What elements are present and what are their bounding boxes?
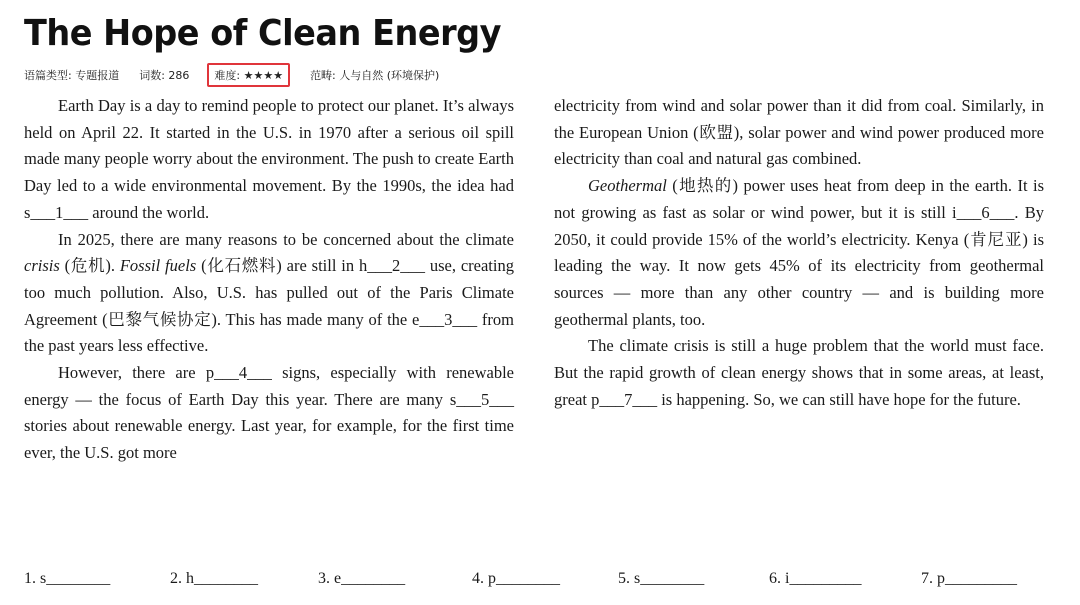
paragraph-5: The climate crisis is still a huge problem that the world must face. But the rapid growth of clean energy shows that in some areas, at least, great p___7___ is happening. So, we can still have hope for the future. [554,336,1044,409]
difficulty-badge: 难度: ★★★★ [207,63,290,87]
paragraph-3: However, there are p___4___ signs, especially with renewable energy — the focus of Earth Day this year. There are many s___5___ stories about renewable energy. Last year, for example, for the first time ever, the U.S. got more [24,363,514,463]
left-column [24,93,514,467]
answer-blank-2[interactable]: 2. h________ [170,570,258,587]
answer-blank-3[interactable]: 3. e________ [318,570,406,587]
right-column [554,93,1044,413]
article-title: The Hope of Clean Energy [24,13,502,54]
paragraph-2-text-a: In 2025, there are many reasons to be concerned about the climate [58,229,514,249]
paragraph-2-text-b: (危机). [59,256,120,276]
answer-blank-6[interactable]: 6. i_________ [769,570,862,587]
paragraph-2 [24,227,514,361]
paragraph-4 [554,173,1044,333]
answer-blank-5[interactable]: 5. s________ [618,570,705,587]
paragraph-4-text: (地热的) power uses heat from deep in the earth. It is not growing as fast as solar or wind power, but it is still i___6___. By 2050, it could provide 15% of the world’s electricity. Kenya (肯尼亚) is leading the way. It now gets 45% of its electricity from geothermal sources — more than any other country — and is building more geothermal plants, too. [554,176,1044,329]
article-meta [24,66,439,84]
theme-label: 范畴: 人与自然 (环境保护) [310,69,440,82]
answer-blank-4[interactable]: 4. p________ [472,570,560,587]
paragraph-3-continued: electricity from wind and solar power than it did from coal. Similarly, in the European Union (欧盟), solar power and wind power produced more electricity than coal and natural gas combined. [554,96,1044,169]
paragraph-2-text-c: (化石燃料) are still in h___2___ use, creating too much pollution. Also, U.S. has pulled out of the Paris Climate Agreement (巴黎气候协定). This has made many of the e___3___ from the past years less effective. [24,256,514,356]
genre-label: 语篇类型: 专题报道 [24,69,120,82]
word-count-label: 词数: 286 [139,69,190,82]
term-fossil-fuels: Fossil fuels [119,256,197,276]
term-geothermal: Geothermal [588,176,667,196]
answer-blank-7[interactable]: 7. p_________ [921,570,1017,587]
paragraph-1: Earth Day is a day to remind people to protect our planet. It’s always held on April 22. It started in the U.S. in 1970 after a serious oil spill made many people worry about the environment. The push to create Earth Day led to a wide environmental movement. By the 1990s, the idea had s___1___ around the world. [24,96,514,222]
term-crisis: crisis [24,256,60,276]
answer-blank-1[interactable]: 1. s________ [24,570,111,587]
